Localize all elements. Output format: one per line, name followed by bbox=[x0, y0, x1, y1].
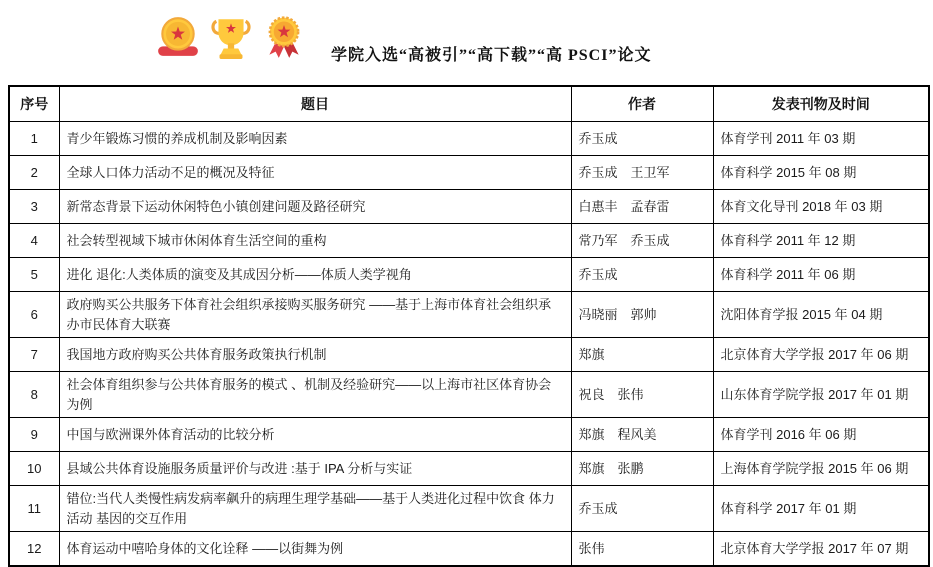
table-header-row bbox=[9, 86, 929, 122]
cell-title: 县域公共体育设施服务质量评价与改进 :基于 IPA 分析与实证 bbox=[59, 452, 571, 486]
cell-no: 12 bbox=[9, 532, 59, 566]
table-row bbox=[9, 418, 929, 452]
cell-title: 我国地方政府购买公共体育服务政策执行机制 bbox=[59, 338, 571, 372]
table-row bbox=[9, 452, 929, 486]
cell-publication: 体育学刊 2011 年 03 期 bbox=[713, 122, 929, 156]
cell-no: 10 bbox=[9, 452, 59, 486]
cell-no: 9 bbox=[9, 418, 59, 452]
cell-title: 错位:当代人类慢性病发病率飙升的病理生理学基础——基于人类进化过程中饮食 体力活动 基因的交互作用 bbox=[59, 486, 571, 532]
table-row bbox=[9, 190, 929, 224]
cell-title: 政府购买公共服务下体育社会组织承接购买服务研究 ——基于上海市体育社会组织承办市民体育大联赛 bbox=[59, 292, 571, 338]
cell-authors: 冯晓丽 郭帅 bbox=[571, 292, 713, 338]
cell-title: 社会转型视域下城市休闲体育生活空间的重构 bbox=[59, 224, 571, 258]
papers-table bbox=[8, 85, 930, 567]
table-row bbox=[9, 372, 929, 418]
cell-authors: 郑旗 张鹏 bbox=[571, 452, 713, 486]
table-row bbox=[9, 486, 929, 532]
cell-no: 11 bbox=[9, 486, 59, 532]
column-header-publication: 发表刊物及时间 bbox=[713, 86, 929, 122]
cell-authors: 乔玉成 bbox=[571, 258, 713, 292]
column-header-title: 题目 bbox=[59, 86, 571, 122]
cell-publication: 沈阳体育学报 2015 年 04 期 bbox=[713, 292, 929, 338]
table-row bbox=[9, 224, 929, 258]
cell-authors: 郑旗 程风美 bbox=[571, 418, 713, 452]
cell-no: 4 bbox=[9, 224, 59, 258]
cell-title: 全球人口体力活动不足的概况及特征 bbox=[59, 156, 571, 190]
cell-no: 7 bbox=[9, 338, 59, 372]
cell-authors: 张伟 bbox=[571, 532, 713, 566]
page-title: 学院入选“高被引”“高下载”“高 PSCI”论文 bbox=[331, 47, 652, 64]
cell-publication: 体育科学 2011 年 06 期 bbox=[713, 258, 929, 292]
cell-authors: 祝良 张伟 bbox=[571, 372, 713, 418]
cell-no: 8 bbox=[9, 372, 59, 418]
table-body bbox=[9, 122, 929, 566]
cell-authors: 郑旗 bbox=[571, 338, 713, 372]
medal-icon bbox=[155, 12, 201, 62]
award-icons bbox=[155, 12, 307, 62]
table-row bbox=[9, 258, 929, 292]
table-row bbox=[9, 292, 929, 338]
cell-no: 1 bbox=[9, 122, 59, 156]
cell-publication: 山东体育学院学报 2017 年 01 期 bbox=[713, 372, 929, 418]
cell-authors: 常乃军 乔玉成 bbox=[571, 224, 713, 258]
cell-publication: 体育科学 2015 年 08 期 bbox=[713, 156, 929, 190]
cell-authors: 乔玉成 bbox=[571, 486, 713, 532]
cell-title: 进化 退化:人类体质的演变及其成因分析——体质人类学视角 bbox=[59, 258, 571, 292]
cell-authors: 乔玉成 bbox=[571, 122, 713, 156]
cell-publication: 北京体育大学学报 2017 年 07 期 bbox=[713, 532, 929, 566]
cell-publication: 北京体育大学学报 2017 年 06 期 bbox=[713, 338, 929, 372]
cell-publication: 体育文化导刊 2018 年 03 期 bbox=[713, 190, 929, 224]
cell-no: 3 bbox=[9, 190, 59, 224]
column-header-authors: 作者 bbox=[571, 86, 713, 122]
cell-title: 中国与欧洲课外体育活动的比较分析 bbox=[59, 418, 571, 452]
cell-authors: 白惠丰 孟春雷 bbox=[571, 190, 713, 224]
cell-no: 6 bbox=[9, 292, 59, 338]
cell-publication: 上海体育学院学报 2015 年 06 期 bbox=[713, 452, 929, 486]
column-header-no: 序号 bbox=[9, 86, 59, 122]
cell-publication: 体育科学 2017 年 01 期 bbox=[713, 486, 929, 532]
cell-title: 青少年锻炼习惯的养成机制及影响因素 bbox=[59, 122, 571, 156]
cell-title: 体育运动中嘻哈身体的文化诠释 ——以街舞为例 bbox=[59, 532, 571, 566]
cell-publication: 体育学刊 2016 年 06 期 bbox=[713, 418, 929, 452]
table-row bbox=[9, 532, 929, 566]
document-header bbox=[155, 12, 651, 65]
table-row bbox=[9, 156, 929, 190]
cell-no: 2 bbox=[9, 156, 59, 190]
cell-publication: 体育科学 2011 年 12 期 bbox=[713, 224, 929, 258]
cell-authors: 乔玉成 王卫军 bbox=[571, 156, 713, 190]
cell-title: 新常态背景下运动休闲特色小镇创建问题及路径研究 bbox=[59, 190, 571, 224]
cell-title: 社会体育组织参与公共体育服务的模式 、机制及经验研究——以上海市社区体育协会为例 bbox=[59, 372, 571, 418]
table-row bbox=[9, 338, 929, 372]
cell-no: 5 bbox=[9, 258, 59, 292]
rosette-icon bbox=[261, 12, 307, 62]
table-row bbox=[9, 122, 929, 156]
trophy-icon bbox=[208, 12, 254, 62]
